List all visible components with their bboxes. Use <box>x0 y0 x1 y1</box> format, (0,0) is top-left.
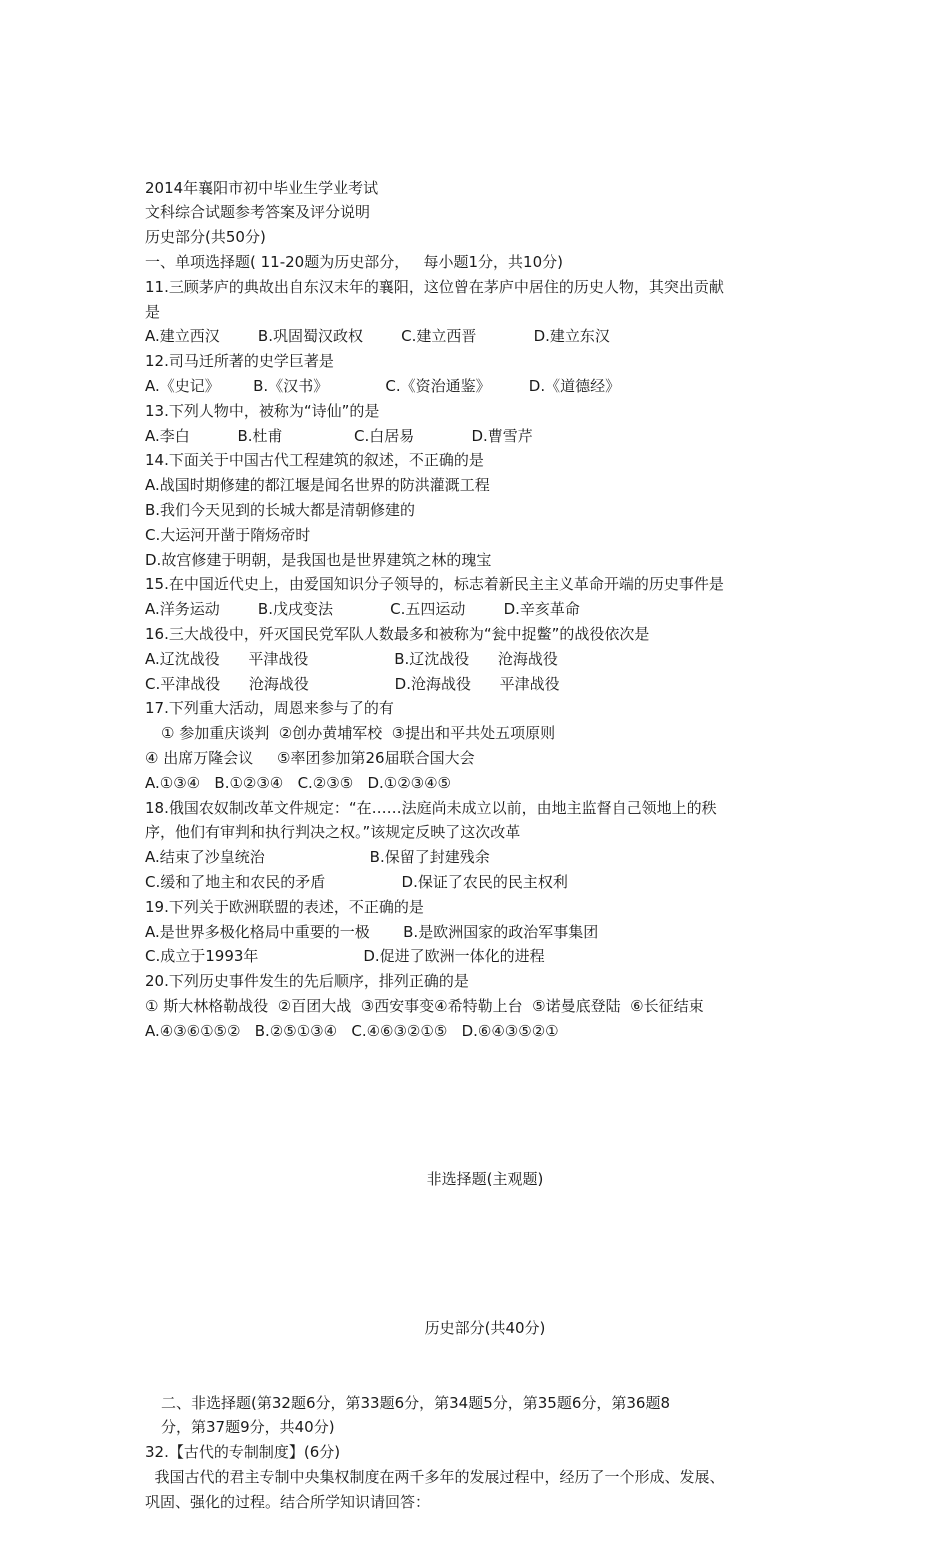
text-line: 14.下面关于中国古代工程建筑的叙述，不正确的是 <box>145 451 484 470</box>
text-line: A.④③⑥①⑤② B.②⑤①③④ C.④⑥③②①⑤ D.⑥④③⑤②① <box>145 1021 559 1040</box>
text-line: A.是世界多极化格局中重要的一极 B.是欧洲国家的政治军事集团 <box>145 922 599 941</box>
spacer <box>145 1242 825 1267</box>
text-line: ① 斯大林格勒战役 ②百团大战 ③西安事变④希特勒上台 ⑤诺曼底登陆 ⑥长征结束 <box>145 996 704 1015</box>
text-line: A.建立西汉 B.巩固蜀汉政权 C.建立西晋 D.建立东汉 <box>145 327 610 346</box>
section-heading: 非选择题(主观题) <box>426 1170 544 1189</box>
text-line: A.《史记》 B.《汉书》 C.《资治通鉴》 D.《道德经》 <box>145 376 621 395</box>
text-line: ① 参加重庆谈判 ②创办黄埔军校 ③提出和平共处五项原则 <box>161 724 556 743</box>
text-line: 18.俄国农奴制改革文件规定：“在……法庭尚未成立以前，由地主监督自己领地上的秩 <box>145 798 717 817</box>
text-line: 序，他们有审判和执行判决之权。”该规定反映了这次改革 <box>145 823 521 842</box>
document-body <box>145 126 825 1564</box>
text-line: 文科综合试题参考答案及评分说明 <box>145 203 371 222</box>
choice-section <box>145 176 825 1044</box>
text-line: 32.【古代的专制制度】(6分) <box>145 1443 341 1462</box>
text-line: A.李白 B.杜甫 C.白居易 D.曹雪芹 <box>145 426 533 445</box>
nonchoice-section <box>145 1391 825 1515</box>
text-line: 我国古代的君主专制中央集权制度在两千多年的发展过程中，经历了一个形成、发展、 <box>145 1468 725 1487</box>
text-line: C.成立于1993年 D.促进了欧洲一体化的进程 <box>145 947 545 966</box>
text-line: ④ 出席万隆会议 ⑤率团参加第26届联合国大会 <box>145 748 475 767</box>
text-line: B.我们今天见到的长城大都是清朝修建的 <box>145 500 416 519</box>
text-line: 是 <box>145 302 161 321</box>
text-line: A.洋务运动 B.戊戌变法 C.五四运动 D.辛亥革命 <box>145 600 580 619</box>
text-line: 12.司马迁所著的史学巨著是 <box>145 352 334 371</box>
text-line: 17.下列重大活动，周恩来参与了的有 <box>145 699 394 718</box>
text-line: 一、单项选择题( 11-20题为历史部分， 每小题1分，共10分) <box>145 252 563 271</box>
text-line: A.结束了沙皇统治 B.保留了封建残余 <box>145 848 490 867</box>
text-line: A.战国时期修建的都江堰是闻名世界的防洪灌溉工程 <box>145 476 490 495</box>
text-line: 历史部分(共50分) <box>145 228 266 247</box>
text-line: 分，第37题9分，共40分) <box>161 1418 335 1437</box>
text-line: 二、非选择题(第32题6分，第33题6分，第34题5分，第35题6分，第36题8 <box>161 1393 671 1412</box>
text-line: 巩固、强化的过程。结合所学知识请回答： <box>145 1492 431 1511</box>
text-line: 19.下列关于欧洲联盟的表述，不正确的是 <box>145 897 424 916</box>
text-line: A.①③④ B.①②③④ C.②③⑤ D.①②③④⑤ <box>145 773 452 792</box>
text-line: 15.在中国近代史上，由爱国知识分子领导的，标志着新民主主义革命开端的历史事件是 <box>145 575 724 594</box>
text-line: C.缓和了地主和农民的矛盾 D.保证了农民的民主权利 <box>145 872 568 891</box>
text-line: 2014年襄阳市初中毕业生学业考试 <box>145 178 379 197</box>
text-line: A.辽沈战役 平津战役 B.辽沈战役 沧海战役 <box>145 649 558 668</box>
text-line: 20.下列历史事件发生的先后顺序，排列正确的是 <box>145 972 469 991</box>
section-heading: 历史部分(共40分) <box>424 1319 546 1338</box>
spacer <box>145 1093 825 1118</box>
text-line: 16.三大战役中，歼灭国民党军队人数最多和被称为“瓮中捉鳖”的战役依次是 <box>145 624 650 643</box>
text-line: C.大运河开凿于隋炀帝时 <box>145 525 311 544</box>
text-line: D.故宫修建于明朝，是我国也是世界建筑之林的瑰宝 <box>145 550 492 569</box>
text-line: 11.三顾茅庐的典故出自东汉末年的襄阳，这位曾在茅庐中居住的历史人物，其突出贡献 <box>145 277 724 296</box>
text-line: C.平津战役 沧海战役 D.沧海战役 平津战役 <box>145 674 560 693</box>
text-line: 13.下列人物中，被称为“诗仙”的是 <box>145 401 380 420</box>
